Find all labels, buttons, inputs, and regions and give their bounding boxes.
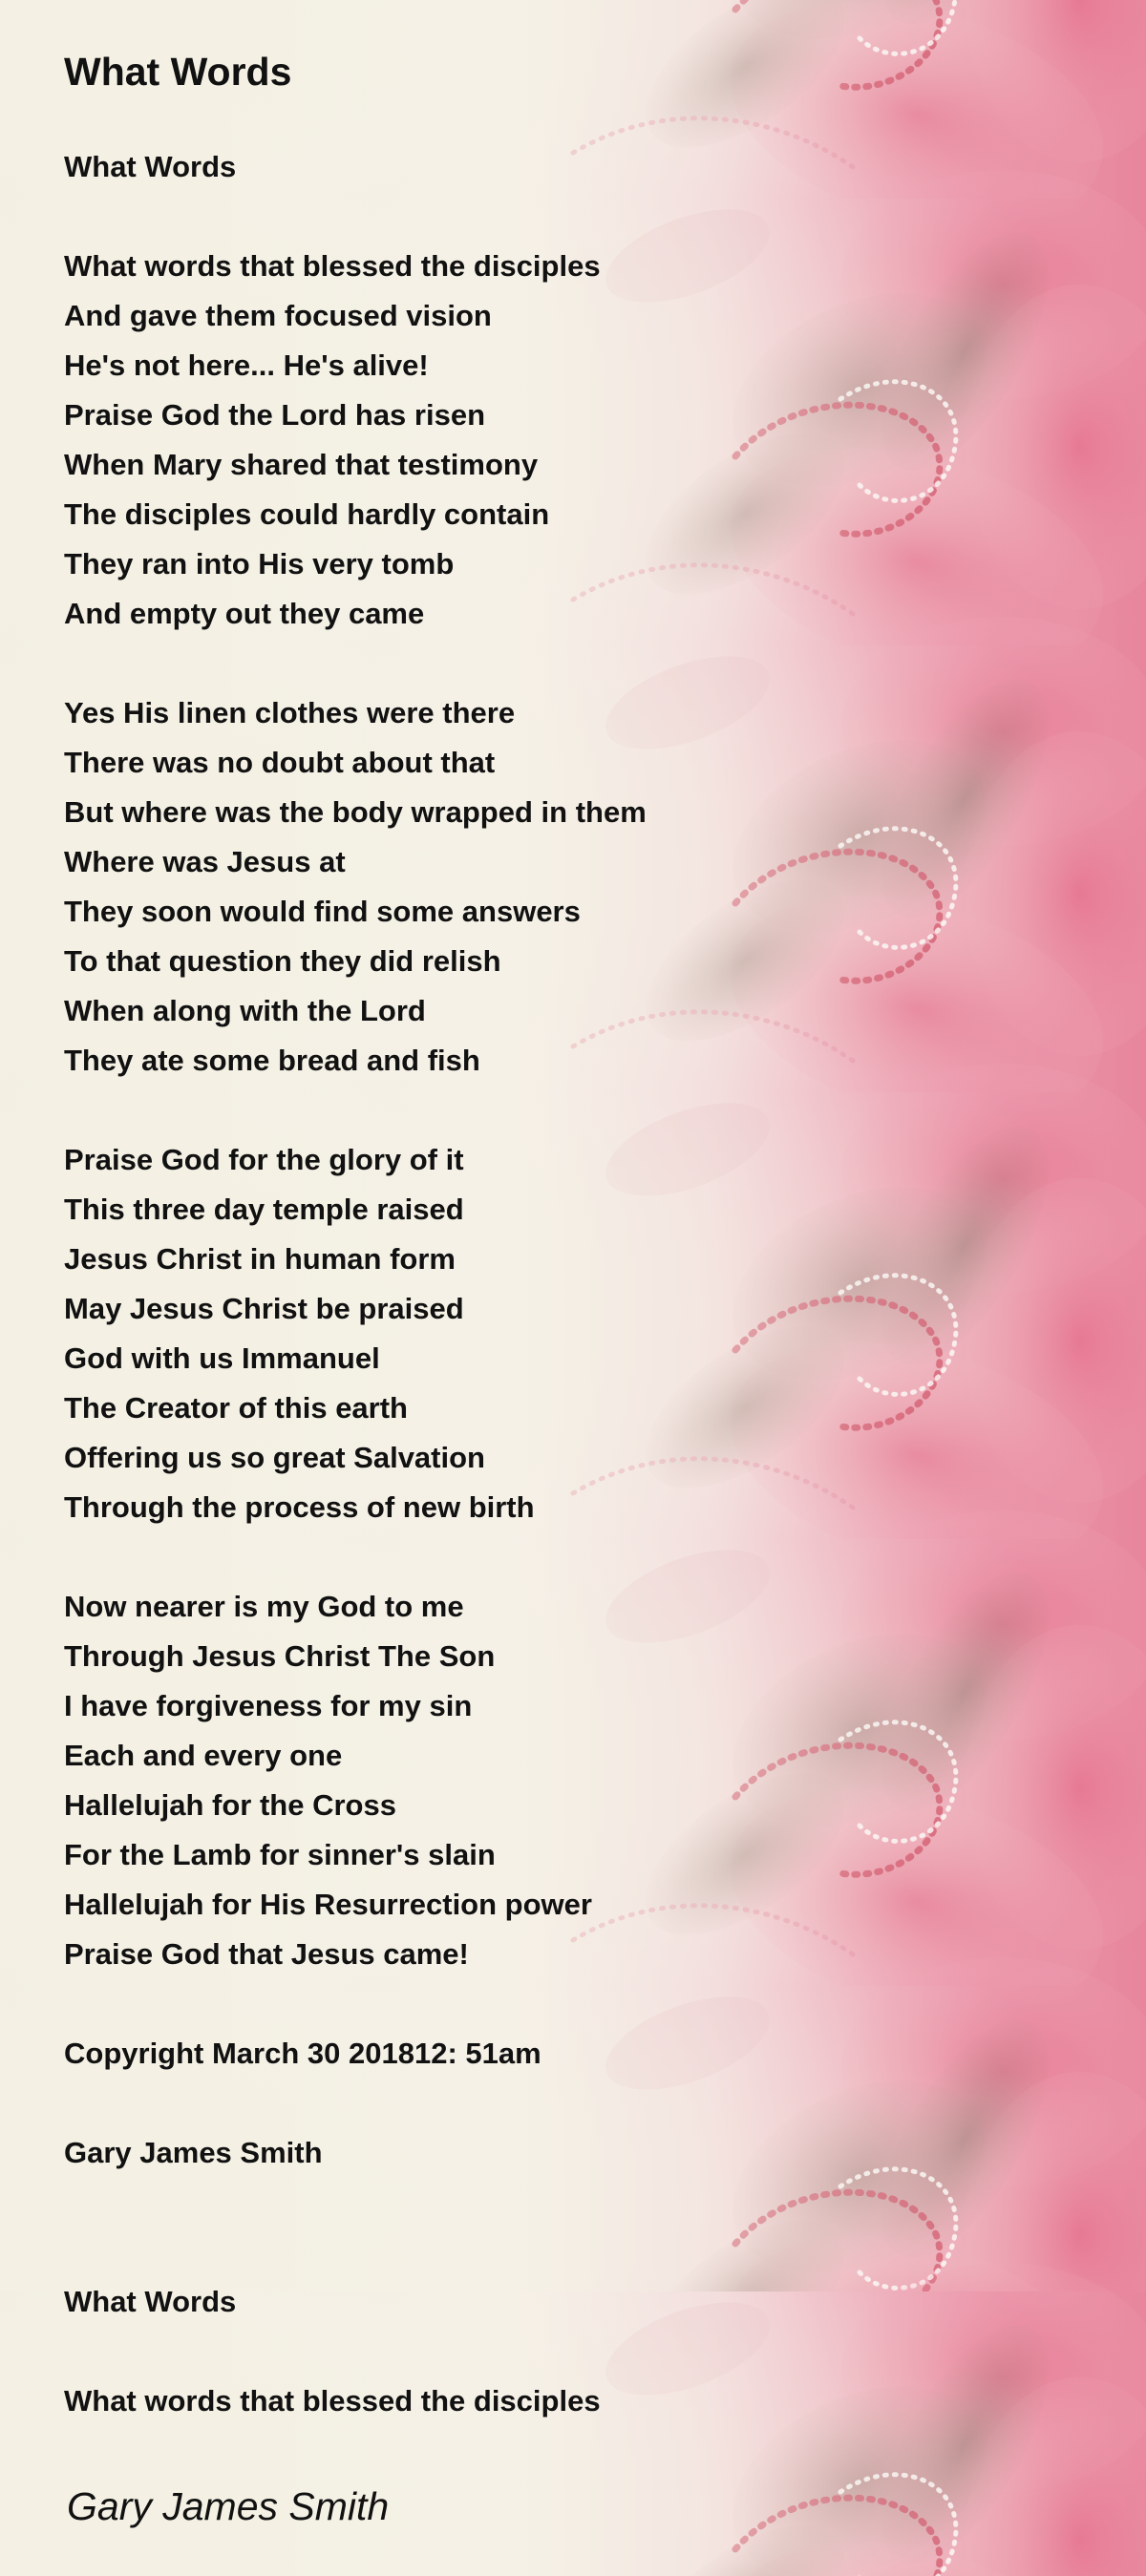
poem-line: Offering us so great Salvation	[64, 1441, 485, 1474]
poem-line: They soon would find some answers	[64, 895, 581, 928]
poem-line: To that question they did relish	[64, 944, 501, 978]
poem-line: He's not here... He's alive!	[64, 348, 429, 382]
repeat-first-line: What words that blessed the disciples	[64, 2384, 601, 2418]
poem-subtitle: What Words	[64, 150, 237, 183]
poem-line: The disciples could hardly contain	[64, 497, 550, 531]
author-name: Gary James Smith	[64, 2136, 323, 2169]
poem-line: This three day temple raised	[64, 1193, 464, 1226]
poem-line: There was no doubt about that	[64, 746, 496, 779]
repeat-title: What Words	[64, 2285, 237, 2318]
page-title: What Words	[64, 50, 292, 94]
poem-line: Praise God the Lord has risen	[64, 398, 486, 432]
poem-line: God with us Immanuel	[64, 1341, 380, 1375]
poem-line: Hallelujah for the Cross	[64, 1788, 396, 1822]
poem-line: May Jesus Christ be praised	[64, 1292, 464, 1325]
poem-line: Through Jesus Christ The Son	[64, 1639, 496, 1673]
poem-line: When along with the Lord	[64, 994, 426, 1027]
poem-line: Praise God for the glory of it	[64, 1143, 464, 1176]
poem-line: I have forgiveness for my sin	[64, 1689, 473, 1722]
poem-line: Hallelujah for His Resurrection power	[64, 1888, 592, 1921]
poem-line: Jesus Christ in human form	[64, 1242, 456, 1276]
poem-line: Where was Jesus at	[64, 845, 346, 878]
poem-line: Each and every one	[64, 1739, 343, 1772]
poem-line: They ate some bread and fish	[64, 1044, 480, 1077]
poem-line: The Creator of this earth	[64, 1391, 408, 1425]
poem-line: But where was the body wrapped in them	[64, 795, 647, 829]
poem-line: When Mary shared that testimony	[64, 448, 539, 481]
poem-line: Through the process of new birth	[64, 1490, 535, 1524]
copyright-text: Copyright March 30 201812: 51am	[64, 2037, 541, 2070]
poem-line: Yes His linen clothes were there	[64, 696, 516, 729]
author-signature: Gary James Smith	[67, 2484, 390, 2528]
poem-line: And empty out they came	[64, 597, 425, 630]
poem-line: For the Lamb for sinner's slain	[64, 1838, 496, 1871]
poem-line: Now nearer is my God to me	[64, 1590, 464, 1623]
poem-line: What words that blessed the disciples	[64, 249, 601, 283]
poem-line: And gave them focused vision	[64, 299, 492, 332]
poem-line: Praise God that Jesus came!	[64, 1937, 469, 1971]
poem-line: They ran into His very tomb	[64, 547, 455, 581]
